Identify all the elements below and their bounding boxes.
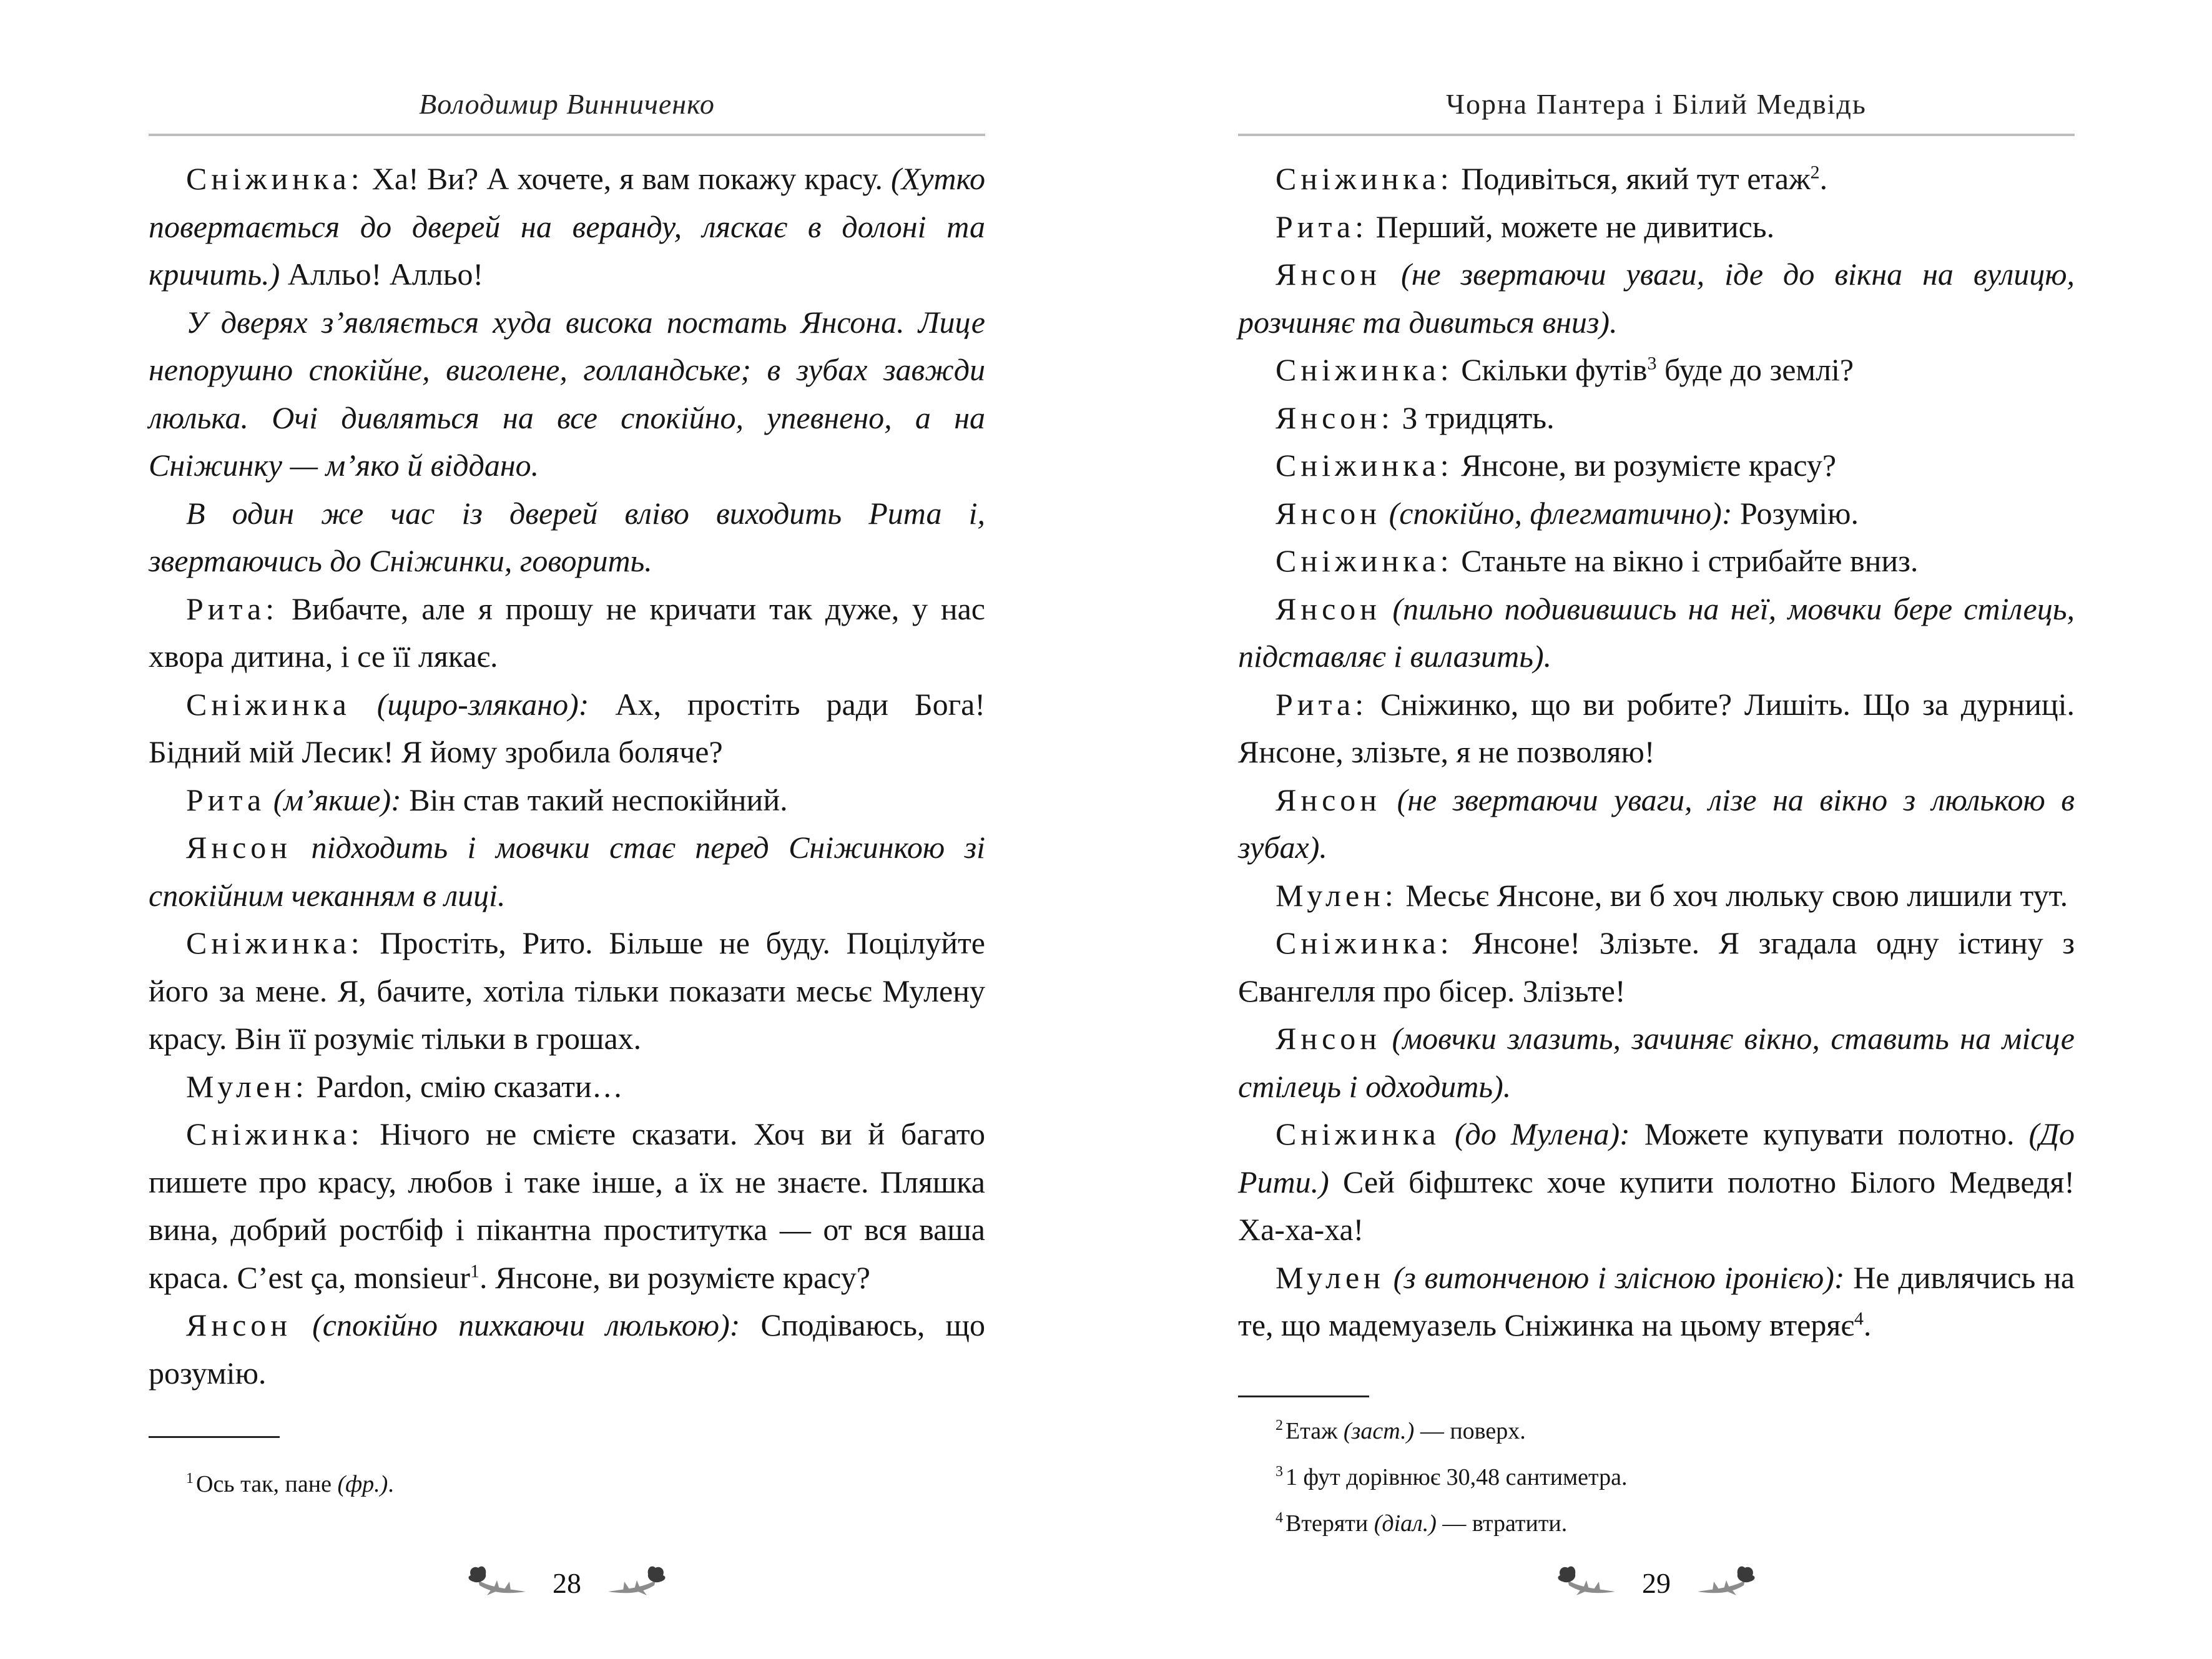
footnote-marker[interactable]: 2 xyxy=(1810,162,1820,183)
footnote: $^1$ Ось так, пане (фр.). xyxy=(186,1470,394,1497)
dialogue-paragraph xyxy=(1238,585,2075,681)
footnote: $^2$ Етаж (заст.) — поверх. xyxy=(1276,1417,1526,1444)
dialogue-paragraph: Сніжинка: Янсоне! Злізьте. Я згадала одну істину з Євангелля про бісер. Злізьте! xyxy=(1238,925,2075,1008)
dialogue-paragraph: Янсон (спокійно пихкаючи люлькою): Сподіваюсь, що розумію. xyxy=(149,1307,985,1391)
dialogue-paragraph: Рита (м’якше): Він став такий неспокійний. xyxy=(186,782,788,817)
rose-with-thorny-stem-icon xyxy=(1555,1564,1618,1602)
header-rule xyxy=(149,134,985,136)
speaker-name: Янсон: xyxy=(1276,400,1394,435)
stage-direction: (Хутко повертається до дверей на веранду, ляскає в долоні та кричить.) xyxy=(149,161,985,292)
speaker-name: Мулен: xyxy=(1276,877,1398,913)
speaker-name: Сніжинка: xyxy=(1276,925,1453,960)
speaker-name: Сніжинка: xyxy=(1276,352,1453,387)
dialogue-paragraph: Мулен: Месьє Янсоне, ви б хоч люльку свою лишили тут. xyxy=(1276,877,2068,913)
header-rule xyxy=(1238,134,2075,136)
speaker-name: Рита: xyxy=(1276,686,1369,722)
page-number: 28 xyxy=(553,1567,581,1599)
speaker-name: Сніжинка: xyxy=(186,925,364,960)
dialogue-paragraph xyxy=(149,824,985,919)
speaker-name: Сніжинка xyxy=(1276,1116,1440,1151)
stage-direction-paragraph: В один же час із дверей вліво виходить Рита і, звертаючись до Сніжинки, говорить. xyxy=(149,495,985,578)
left-page xyxy=(149,0,985,1659)
page-body xyxy=(1238,155,2075,1349)
stage-direction: (До Рити.) xyxy=(1238,1116,2075,1199)
speaker-name: Янсон xyxy=(186,1307,292,1342)
dialogue-paragraph: Сніжинка (щиро-злякано): Ах, простіть ради Бога! Бідний мій Лесик! Я йому зробила боляче? xyxy=(149,686,985,769)
speaker-name: Янсон xyxy=(1276,1021,1382,1056)
dialogue-paragraph: Янсон: З тридцять. xyxy=(1276,400,1555,435)
rose-with-thorny-stem-icon xyxy=(1695,1564,1757,1602)
dialogue-paragraph: Сніжинка: Подивіться, який тут етаж$^2$. xyxy=(1276,161,1828,196)
speaker-name: Янсон xyxy=(1276,257,1382,292)
dialogue-paragraph: Сніжинка: Нічого не смієте сказати. Хоч ви й багато пишете про красу, любов і таке інше, а їх не знаєте. Пляшка вина, добрий ростбіф і пікантна проститутка — от вся ваша краса. C’est ça, monsieur$^1$. Янсоне, ви розумієте красу? xyxy=(149,1116,985,1295)
dialogue-paragraph: Сніжинка: Янсоне, ви розумієте красу? xyxy=(1276,448,1837,483)
footnotes xyxy=(149,1461,985,1507)
speaker-name: Янсон xyxy=(1276,495,1382,531)
dialogue-paragraph xyxy=(1238,776,2075,872)
dialogue-paragraph: Сніжинка: Простіть, Рито. Більше не буду. Поцілуйте його за мене. Я, бачите, хотіла тільки показати месьє Мулену красу. Він її розуміє тільки в грошах. xyxy=(149,925,985,1056)
dialogue-paragraph: Мулен: Pardon, смію сказати… xyxy=(186,1068,623,1104)
dialogue-paragraph: Рита: Перший, можете не дивитись. xyxy=(1276,209,1775,244)
speaker-name: Мулен: xyxy=(186,1068,308,1104)
speaker-name: Рита: xyxy=(1276,209,1369,244)
stage-direction: (з витонченою і злісною іронією): xyxy=(1384,1259,1845,1295)
stage-direction: (спокійно, флегматично): xyxy=(1381,495,1733,531)
stage-direction: (пильно подивившись на неї, мовчки бере стілець, підставляє і вилазить). xyxy=(1238,591,2075,674)
rose-with-thorny-stem-icon xyxy=(606,1564,668,1602)
stage-direction: підходить і мовчки стає перед Сніжинкою зі спокійним чеканням в лиці. xyxy=(149,830,985,913)
speaker-name: Рита xyxy=(186,782,266,817)
footnote: $^4$ Втеряти (діал.) — втратити. xyxy=(1276,1510,1568,1537)
footnote-marker[interactable]: 3 xyxy=(1647,353,1657,374)
running-head-author: Володимир Винниченко xyxy=(419,88,715,120)
stage-direction: (не звертаючи уваги, іде до вікна на вулицю, розчиняє та дивиться вниз). xyxy=(1238,257,2075,340)
running-head-title: Чорна Пантера і Білий Медвідь xyxy=(1446,88,1867,120)
page-body xyxy=(149,155,985,1397)
speaker-name: Сніжинка: xyxy=(1276,448,1453,483)
speaker-name: Янсон xyxy=(1276,591,1382,626)
footnote-marker[interactable]: 1 xyxy=(470,1260,479,1281)
stage-direction-paragraph: У дверях з’являється худа висока постать Янсона. Лице непорушно спокійне, виголене, голландське; в зубах завжди люлька. Очі дивляться на все спокійно, упевнено, а на Сніжинку — м’яко й віддано. xyxy=(149,304,985,483)
footnote-rule xyxy=(1238,1396,1369,1397)
speaker-name: Рита: xyxy=(186,591,279,626)
dialogue-paragraph: Сніжинка: Скільки футів$^3$ буде до землі? xyxy=(1276,352,1854,387)
stage-direction: (до Мулена): xyxy=(1440,1116,1630,1151)
speaker-name: Сніжинка: xyxy=(186,161,364,196)
dialogue-paragraph: Рита: Вибачте, але я прошу не кричати так дуже, у нас хвора дитина, і се її лякає. xyxy=(149,591,985,674)
footnotes xyxy=(1238,1408,2075,1547)
page-footer xyxy=(149,1548,985,1617)
speaker-name: Сніжинка xyxy=(186,686,351,722)
dialogue-paragraph: Янсон (спокійно, флегматично): Розумію. xyxy=(1276,495,1859,531)
stage-direction: (не звертаючи уваги, лізе на вікно з люлькою в зубах). xyxy=(1238,782,2075,865)
speaker-name: Сніжинка: xyxy=(1276,161,1453,196)
stage-direction: (спокійно пихкаючи люлькою): xyxy=(292,1307,740,1342)
dialogue-paragraph: Сніжинка (до Мулена): Можете купувати полотно. (До Рити.) Сей біфштекс хоче купити полотно Білого Медведя! Ха-ха-ха! xyxy=(1238,1116,2075,1247)
page-footer xyxy=(1238,1548,2075,1617)
stage-direction: (м’якше): xyxy=(265,782,401,817)
speaker-name: Сніжинка: xyxy=(1276,543,1453,578)
dialogue-paragraph: Сніжинка: Станьте на вікно і стрибайте вниз. xyxy=(1276,543,1919,578)
footnote-marker[interactable]: 4 xyxy=(1854,1308,1864,1329)
dialogue-paragraph: Мулен (з витонченою і злісною іронією): Не дивлячись на те, що мадемуазель Сніжинка на цьому втеряє$^4$. xyxy=(1238,1259,2075,1342)
dialogue-paragraph xyxy=(1238,1015,2075,1110)
dialogue-paragraph: Сніжинка: Ха! Ви? А хочете, я вам покажу красу. (Хутко повертається до дверей на веранду, ляскає в долоні та кричить.) Алльо! Алльо! xyxy=(149,161,985,292)
page-number: 29 xyxy=(1642,1567,1671,1599)
speaker-name: Янсон xyxy=(1276,782,1382,817)
right-page xyxy=(1238,0,2075,1659)
footnote-rule xyxy=(149,1436,280,1438)
speaker-name: Сніжинка: xyxy=(186,1116,364,1151)
footnote: $^3$ 1 фут дорівнює 30,48 сантиметра. xyxy=(1276,1464,1628,1490)
stage-direction: (щиро-злякано): xyxy=(350,686,589,722)
rose-with-thorny-stem-icon xyxy=(466,1564,528,1602)
stage-direction: (мовчки злазить, зачиняє вікно, ставить на місце стілець і одходить). xyxy=(1238,1021,2075,1104)
speaker-name: Мулен xyxy=(1276,1259,1385,1295)
dialogue-paragraph xyxy=(1238,250,2075,346)
speaker-name: Янсон xyxy=(186,830,292,865)
dialogue-paragraph: Рита: Сніжинко, що ви робите? Лишіть. Що за дурниці. Янсоне, злізьте, я не позволяю! xyxy=(1238,686,2075,769)
